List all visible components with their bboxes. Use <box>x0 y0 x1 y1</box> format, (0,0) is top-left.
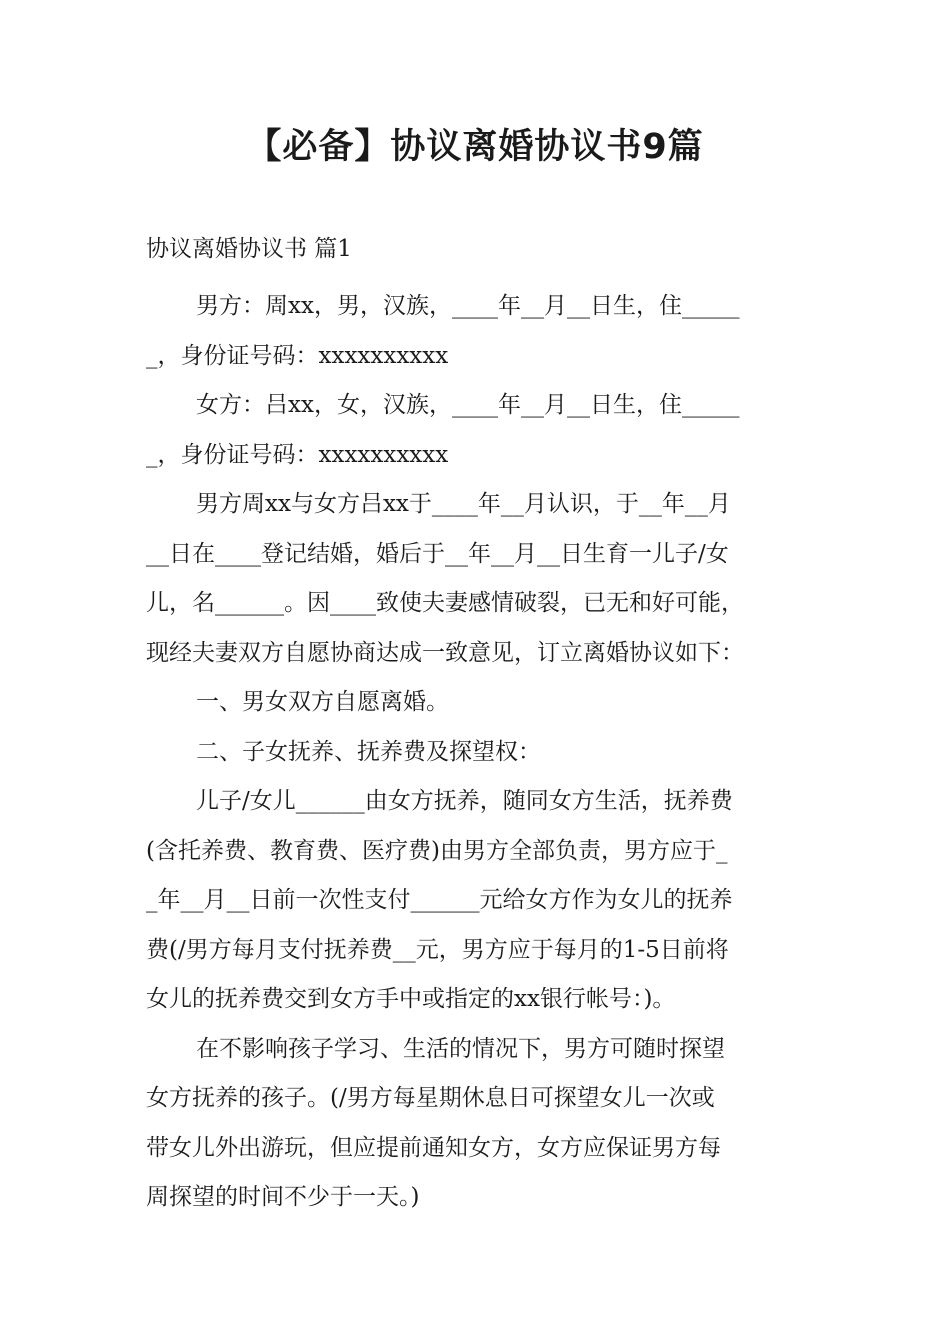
text-line: 儿，名______。因____致使夫妻感情破裂，已无和好可能， <box>146 590 744 616</box>
document-body <box>146 282 808 1223</box>
text-line: 现经夫妻双方自愿协商达成一致意见，订立离婚协议如下： <box>146 639 744 666</box>
text-line: 女方：吕xx，女，汉族，____年__月__日生，住_____ <box>196 392 740 418</box>
section-heading: 协议离婚协议书 篇1 <box>146 236 352 262</box>
text-line: 费(/男方每月支付抚养费__元，男方应于每月的1-5日前将 <box>146 936 729 963</box>
text-line: 男方周xx与女方吕xx于____年__月认识，于__年__月 <box>196 491 731 517</box>
text-line: _，身份证号码：xxxxxxxxxx <box>146 441 449 468</box>
document-title: 【必备】协议离婚协议书9篇 <box>246 127 704 167</box>
text-line: _年__月__日前一次性支付______元给女方作为女儿的抚养 <box>146 887 733 913</box>
text-line: 二、子女抚养、抚养费及探望权： <box>196 738 541 765</box>
text-line: 女儿的抚养费交到女方手中或指定的xx银行帐号：)。 <box>146 986 676 1012</box>
text-line: __日在____登记结婚，婚后于__年__月__日生育一儿子/女 <box>146 540 729 567</box>
text-line: 女方抚养的孩子。(/男方每星期休息日可探望女儿一次或 <box>146 1085 715 1111</box>
text-line: (含托养费、教育费、医疗费)由男方全部负责，男方应于_ <box>146 837 728 864</box>
text-line: 周探望的时间不少于一天。) <box>146 1184 420 1210</box>
text-line: _，身份证号码：xxxxxxxxxx <box>146 342 449 369</box>
text-line: 一、男女双方自愿离婚。 <box>196 689 449 715</box>
text-line: 在不影响孩子学习、生活的情况下，男方可随时探望 <box>196 1035 725 1062</box>
text-line: 儿子/女儿______由女方抚养，随同女方生活，抚养费 <box>196 788 733 814</box>
text-line: 带女儿外出游玩，但应提前通知女方，女方应保证男方每 <box>146 1134 721 1161</box>
text-line: 男方：周xx，男，汉族，____年__月__日生，住_____ <box>196 293 740 319</box>
